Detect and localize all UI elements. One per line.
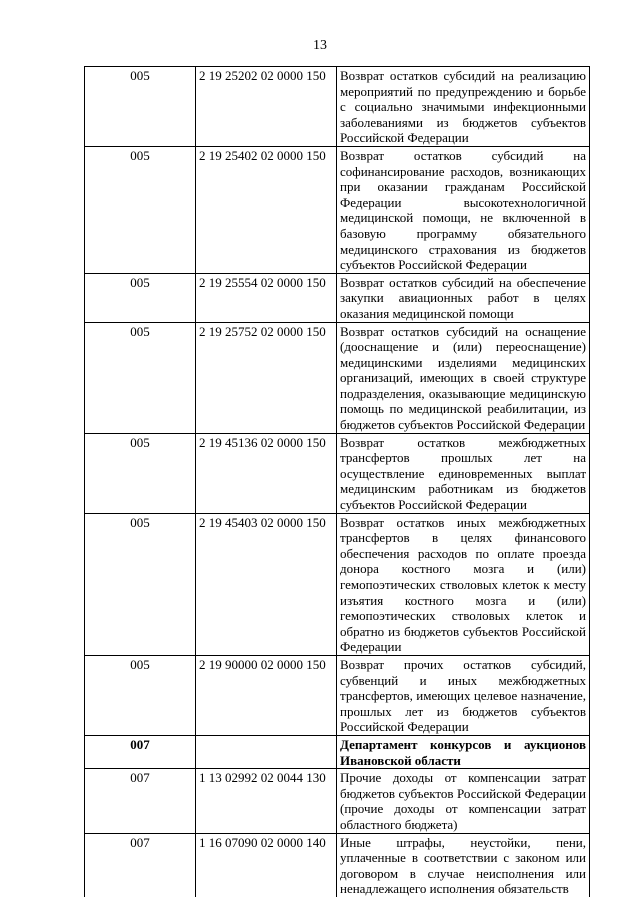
revenue-name-cell: Возврат остатков межбюджетных трансфертов прошлых лет на осуществление единовременных выплат медицинским работникам из бюджетов субъектов Российской Федерации (337, 433, 590, 513)
admin-code-cell: 005 (85, 146, 196, 273)
revenue-name-cell: Возврат остатков иных межбюджетных трансфертов в целях финансового обеспечения расходов по оплате проезда донора костного мозга и (или) гемопоэтических стволовых клеток к месту изъятия костного мозга и (или) гемопоэтических стволовых клеток и обратно из бюджетов субъектов Российской Федерации (337, 513, 590, 655)
admin-code-cell: 005 (85, 273, 196, 322)
revenue-name-cell: Возврат остатков субсидий на оснащение (дооснащение и (или) переоснащение) медицинскими изделиями медицинских организаций, имеющих в своей структуре подразделения, оказывающие медицинскую помощь по медицинской реабилитации, из бюджетов субъектов Российской Федерации (337, 322, 590, 433)
revenue-name-cell: Возврат остатков субсидий на реализацию мероприятий по предупреждению и борьбе с социально значимыми инфекционными заболеваниями из бюджетов субъектов Российской Федерации (337, 67, 590, 147)
table-row (85, 655, 590, 735)
admin-code-cell: 005 (85, 655, 196, 735)
budget-code-cell: 2 19 25752 02 0000 150 (196, 322, 337, 433)
budget-code-cell: 2 19 25554 02 0000 150 (196, 273, 337, 322)
admin-code-cell: 007 (85, 833, 196, 897)
admin-code-cell: 005 (85, 433, 196, 513)
budget-code-cell: 2 19 25402 02 0000 150 (196, 146, 337, 273)
revenue-name-cell: Прочие доходы от компенсации затрат бюджетов субъектов Российской Федерации (прочие доходы от компенсации затрат областного бюджета) (337, 769, 590, 833)
revenue-name-cell: Департамент конкурсов и аукционов Ивановской области (337, 735, 590, 768)
table-row (85, 322, 590, 433)
table-row (85, 273, 590, 322)
table-row (85, 146, 590, 273)
budget-classification-table (84, 66, 590, 897)
table-row (85, 769, 590, 833)
budget-code-cell: 2 19 25202 02 0000 150 (196, 67, 337, 147)
table-body (85, 67, 590, 897)
admin-code-cell: 005 (85, 513, 196, 655)
budget-code-cell (196, 735, 337, 768)
budget-code-cell: 2 19 45403 02 0000 150 (196, 513, 337, 655)
department-row (85, 735, 590, 768)
budget-code-cell: 1 13 02992 02 0044 130 (196, 769, 337, 833)
revenue-name-cell: Возврат прочих остатков субсидий, субвенций и иных межбюджетных трансфертов, имеющих целевое назначение, прошлых лет из бюджетов субъектов Российской Федерации (337, 655, 590, 735)
budget-code-cell: 2 19 45136 02 0000 150 (196, 433, 337, 513)
table-row (85, 513, 590, 655)
table-row (85, 433, 590, 513)
table-row (85, 67, 590, 147)
revenue-name-cell: Возврат остатков субсидий на софинансирование расходов, возникающих при оказании гражданам Российской Федерации высокотехнологичной медицинской помощи, не включенной в базовую программу обязательного медицинского страхования из бюджетов субъектов Российской Федерации (337, 146, 590, 273)
revenue-name-cell: Возврат остатков субсидий на обеспечение закупки авиационных работ в целях оказания медицинской помощи (337, 273, 590, 322)
admin-code-cell: 005 (85, 322, 196, 433)
admin-code-cell: 007 (85, 735, 196, 768)
admin-code-cell: 007 (85, 769, 196, 833)
revenue-name-cell: Иные штрафы, неустойки, пени, уплаченные в соответствии с законом или договором в случае неисполнения или ненадлежащего исполнения обязательств (337, 833, 590, 897)
page-number: 13 (313, 38, 327, 53)
budget-code-cell: 2 19 90000 02 0000 150 (196, 655, 337, 735)
budget-code-cell: 1 16 07090 02 0000 140 (196, 833, 337, 897)
table-row (85, 833, 590, 897)
admin-code-cell: 005 (85, 67, 196, 147)
